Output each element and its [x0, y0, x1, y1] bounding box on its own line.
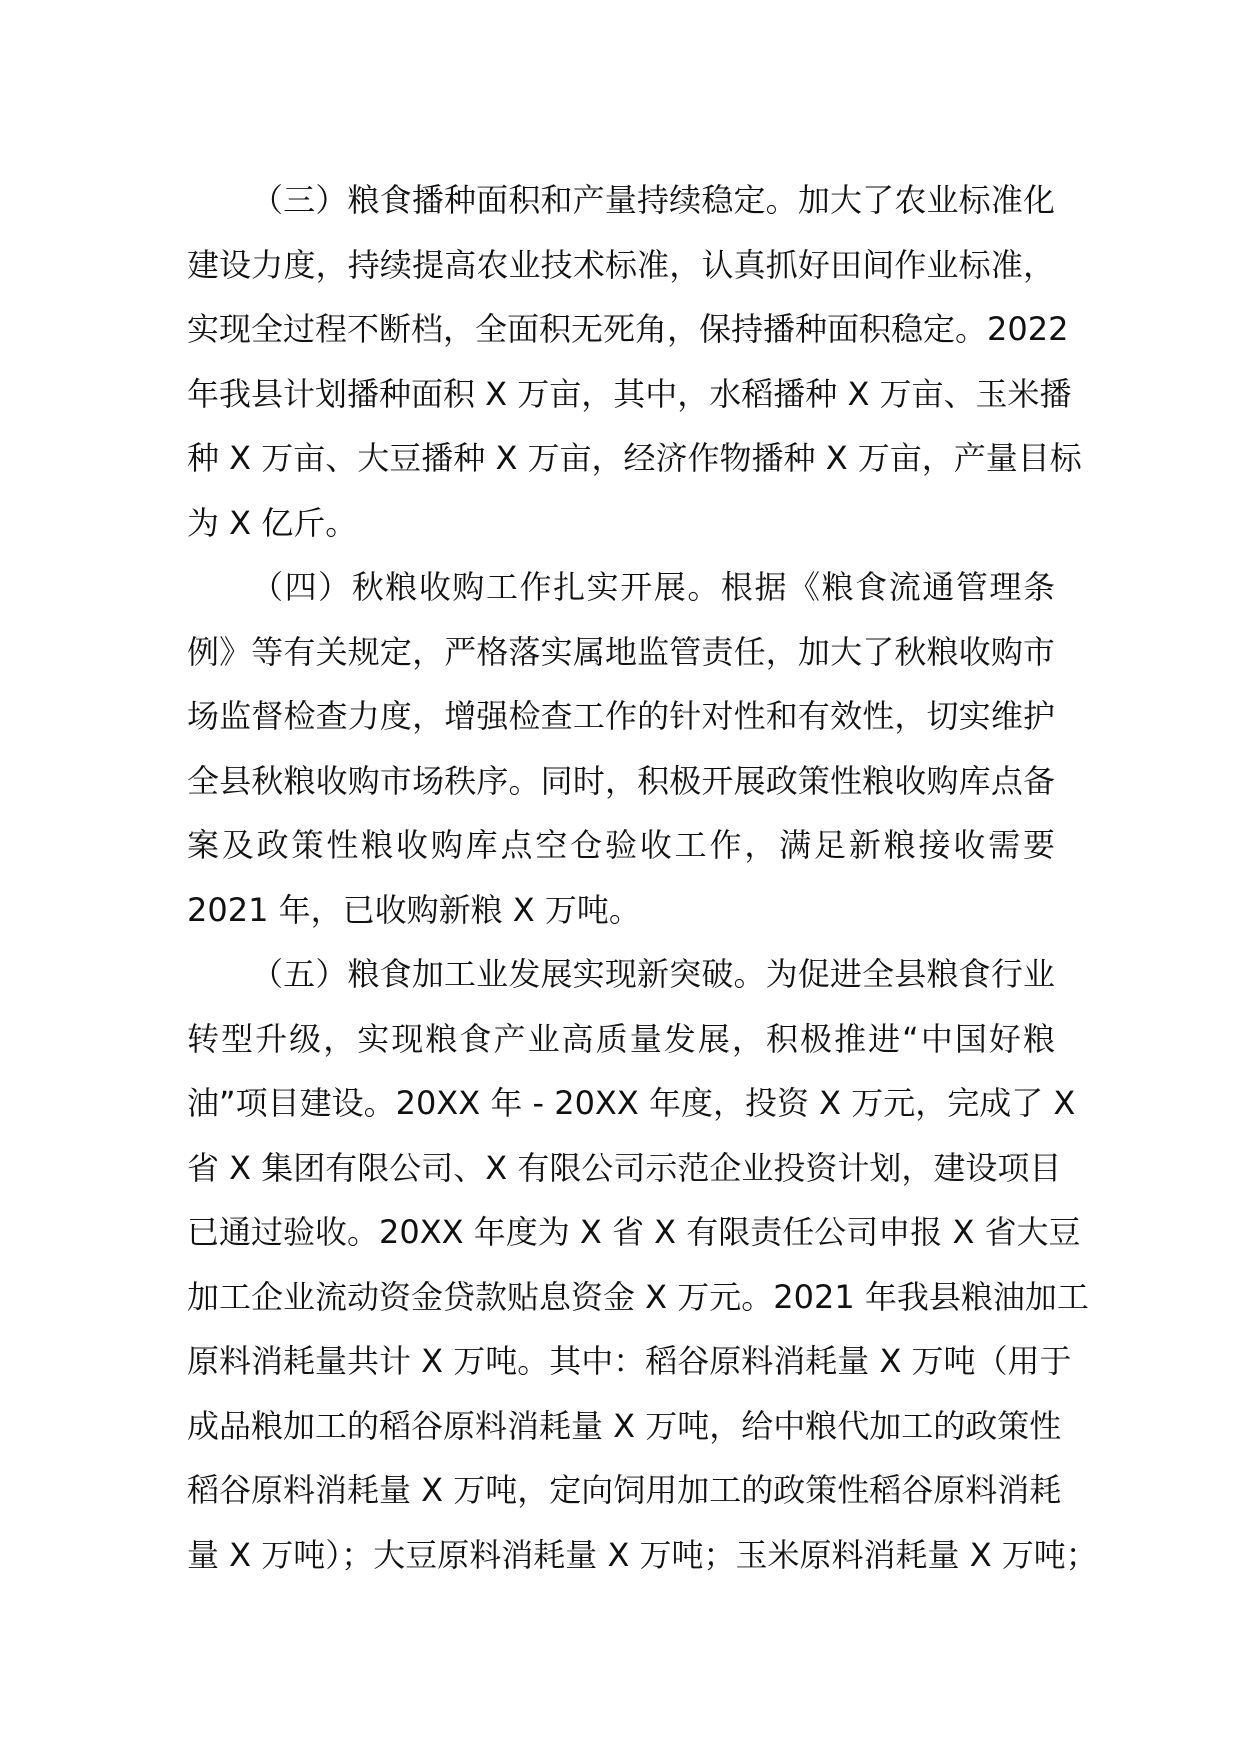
paragraph-line: 建设力度，持续提高农业技术标准，认真抓好田间作业标准， — [187, 245, 1055, 284]
paragraph-line: 省 X 集团有限公司、X 有限公司示范企业投资计划，建设项目 — [187, 1148, 1062, 1187]
paragraph-line: 年我县计划播种面积 X 万亩，其中，水稻播种 X 万亩、玉米播 — [187, 374, 1072, 413]
paragraph-line: 实现全过程不断档，全面积无死角，保持播种面积稳定。2022 — [187, 310, 1069, 348]
paragraph-first-line: （三）粮食播种面积和产量持续稳定。加大了农业标准化 — [251, 181, 1055, 219]
paragraph-line: 量 X 万吨）；大豆原料消耗量 X 万吨；玉米原料消耗量 X 万吨； — [187, 1535, 1098, 1574]
paragraph-line: 例》等有关规定，严格落实属地监管责任，加大了秋粮收购市 — [187, 632, 1055, 671]
paragraph-line: 全县秋粮收购市场秩序。同时，积极开展政策性粮收购库点备 — [187, 761, 1055, 800]
paragraph-line: 已通过验收。20XX 年度为 X 省 X 有限责任公司申报 X 省大豆 — [187, 1213, 1081, 1251]
paragraph-first-line: （五）粮食加工业发展实现新突破。为促进全县粮食行业 — [251, 955, 1055, 993]
document-body — [187, 168, 1098, 1587]
paragraph-line: 场监督检查力度，增强检查工作的针对性和有效性，切实维护 — [187, 697, 1055, 735]
paragraph-line: 为 X 亿斤。 — [187, 503, 358, 542]
paragraph-line: 种 X 万亩、大豆播种 X 万亩，经济作物播种 X 万亩，产量目标 — [187, 439, 1082, 477]
paragraph-line: 加工企业流动资金贷款贴息资金 X 万元。2021 年我县粮油加工 — [187, 1277, 1089, 1316]
paragraph-line: 稻谷原料消耗量 X 万吨，定向饲用加工的政策性稻谷原料消耗 — [187, 1471, 1062, 1509]
paragraph-line: 案及政策性粮收购库点空仓验收工作，满足新粮接收需要 — [187, 826, 1055, 864]
paragraph-line: 成品粮加工的稻谷原料消耗量 X 万吨，给中粮代加工的政策性 — [187, 1406, 1062, 1445]
paragraph-line: 2021 年，已收购新粮 X 万吨。 — [187, 890, 641, 929]
paragraph-line: 原料消耗量共计 X 万吨。其中：稻谷原料消耗量 X 万吨（用于 — [187, 1342, 1072, 1380]
paragraph-line: 油”项目建设。20XX 年 - 20XX 年度，投资 X 万元，完成了 X — [187, 1084, 1076, 1122]
paragraph-line: 转型升级，实现粮食产业高质量发展，积极推进“中国好粮 — [187, 1019, 1055, 1058]
paragraph-first-line: （四）秋粮收购工作扎实开展。根据《粮食流通管理条 — [251, 568, 1055, 606]
